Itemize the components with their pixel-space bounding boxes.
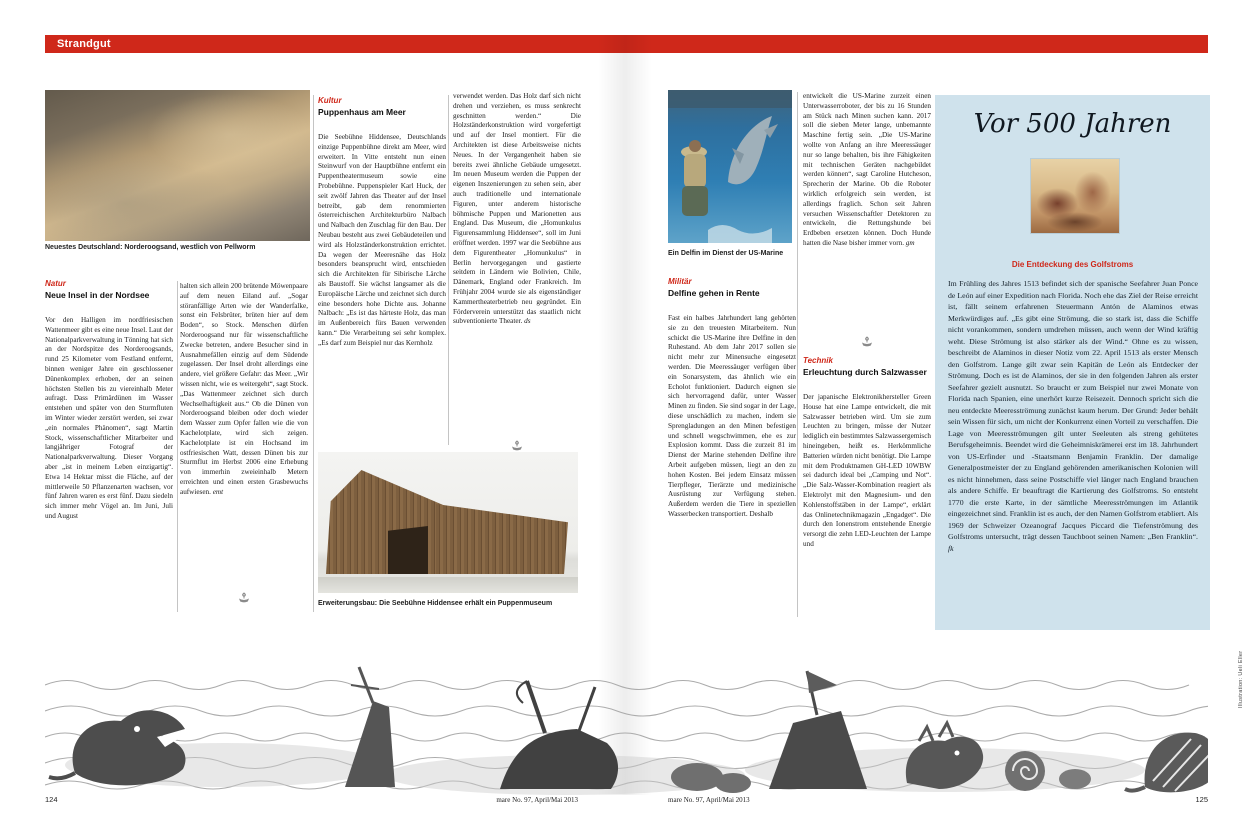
militaer-column-2-text: entwickelt die US-Marine zurzeit einen Unterwasserroboter, der bis zu 16 Stunden am Stück nach Minen suchen kann. 2017 soll die sieben Meter lange, unbemannte Maschine fertig sein. „Die US-Marine wollte von Anfang an ihre Meeressäuger nur so lange behalten, bis ihre Fähigkeiten mit technischen Geräten nachgebildet werden können“, sagt Caroline Hutcheson, Sprecherin der Marine. Ob die Roboter wirklich erfolgreich sein werden, ist allerdings fraglich. Schon seit Jahren versuchen Wissenschaftler Detektoren zu entwickeln, die Rettungshunde bei Erdbeben ersetzen können. Doch Hunde hatten die Nase bisher immer vorn.	[803, 92, 931, 247]
aerial-photo-caption: Neuestes Deutschland: Norderoogsand, westlich von Pellworm	[45, 244, 256, 251]
kicker-militaer: Militär	[668, 277, 692, 286]
headline-technik: Erleuchtung durch Salzwasser	[803, 367, 927, 377]
conch-shell	[1125, 733, 1208, 793]
column-rule	[177, 281, 178, 612]
kicker-kultur: Kultur	[318, 96, 342, 105]
kultur-column-2-text: verwendet werden. Das Holz darf sich nicht drehen und verziehen, es muss senkrecht geschnitten werden.“ Die Holzständerkonstruktion wird vorgefertigt und auf der Insel montiert. Für die Architekten ist diese Arbeitsweise nichts Neues. In der Vergangenheit haben sie bereits zwei ähnliche Gebäude umgesetzt. Im neuen Museum werden die Puppen der eigenen Inszenierungen zu sehen sein, aber auch traditionelle und internationale Figuren, unter anderem historische böhmische Puppen und Marionetten aus England. Das Museum, die „Homunkulus Figurensammlung Hiddensee“, soll im Juni eröffnet werden. 1997 war die Seebühne aus dem Figurentheater „Homunkulus“ in Berlin hervorgegangen und gastierte seitdem in Ländern wie Bolivien, Chile, Dänemark, England oder Frankreich. Im Frühjahr 2004 wurde sie als eigenständiger Kammertheaterbetrieb neu gegründet. Ein Förderverein unterstützt das staatlich nicht subventionierte Theater.	[453, 92, 581, 326]
issue-line-right: mare No. 97, April/Mai 2013	[668, 796, 750, 804]
building-rendering-photo	[318, 452, 578, 593]
column-rule	[448, 95, 449, 445]
sea-monster-left	[49, 710, 191, 785]
article-end-ship-icon	[861, 336, 873, 347]
shipwreck-stern	[769, 671, 867, 789]
history-box-credit: fk	[948, 543, 954, 553]
dolphin-photo-caption: Ein Delfin im Dienst der US-Marine	[668, 250, 784, 257]
history-box-body	[948, 278, 1198, 621]
column-rule	[797, 92, 798, 617]
building-photo-caption: Erweiterungsbau: Die Seebühne Hiddensee erhält ein Puppenmuseum	[318, 600, 553, 607]
article-end-ship-icon	[511, 440, 523, 451]
article-end-ship-icon	[238, 592, 250, 603]
dolphin-photo-art	[668, 90, 792, 243]
headline-kultur: Puppenhaus am Meer	[318, 107, 406, 117]
dolphin-photo	[668, 90, 792, 243]
militaer-column-1: Fast ein halbes Jahrhundert lang gehörten sie zu den treuesten Mitarbeitern. Nun schickt die US-Marine ihre Delfine in den Ruhestand. Ab dem Jahr 2017 sollen sie nicht mehr zur Minensuche eingesetzt werden. Die Meeressäuger verfügen über ein Sonarsystem, das ähnlich wie ein Echolot funktioniert. Dadurch eignen sie sich hervorragend dafür, unter Wasser Minen zu finden. Sie sind sogar in der Lage, diese unschädlich zu machen, indem sie Sprengladungen an den Minen befestigen und schnell wegschwimmen, ehe es zur Explosion kommt. Dass die zurzeit 81 im Dienst der Marine stehenden Delfine ihre Arbeit aufgeben müssen, liegt an den zu hohen Kosten. Bei jedem Einsatz müssen Tierpfleger, Tierärzte und medizinische Ausrüstung zur Verfügung stehen. Außerdem werden die Tiere in speziellen Wasserbecken transportiert. Deshalb	[668, 314, 796, 518]
page-number-right: 125	[1195, 795, 1208, 804]
bottom-sea-illustration	[45, 645, 1208, 800]
illustration-credit: Illustration: Ueli Eller	[1238, 650, 1244, 708]
kicker-technik: Technik	[803, 356, 833, 365]
headline-natur: Neue Insel in der Nordsee	[45, 290, 150, 300]
issue-line-left: mare No. 97, April/Mai 2013	[496, 796, 578, 804]
militaer-column-2	[803, 92, 931, 332]
page-number-left: 124	[45, 795, 58, 804]
building-ground	[318, 577, 578, 593]
wood-building-right-volume	[436, 504, 568, 574]
kultur-column-1: Die Seebühne Hiddensee, Deutschlands einzige Puppenbühne direkt am Meer, wird erweitert. In Vitte entsteht nun einen Steinwurf von der Hauptbühne entfernt ein Puppentheatermuseum sowie eine Probebühne. Puppenspieler Karl Huck, der seit zwölf Jahren das Theater auf der Insel betreibt, gab dem renommierten österreichischen Architekturbüro Nalbach und Nalbach den Zuschlag für den Bau. Der Neubau besteht aus zwei Gebäudeteilen und wird als Holzständerkonstruktion errichtet. Da wegen der Meeresnähe das Holz besonders beansprucht wird, entschieden sich die Architekten für Sibirische Lärche als Baustoff. Sie wächst langsamer als die Europäische Lärche und zeichnet sich durch eine besonders hohe Dichte aus. Johanne Nalbach: „Es ist das härteste Holz, das man im Außenbereich fürs Bauen verwenden kann.“ Die Verarbeitung sei sehr komplex. „Es darf zum Beispiel nur das Kernholz	[318, 133, 446, 347]
kultur-column-2	[453, 92, 581, 439]
section-header-label: Strandgut	[57, 38, 111, 50]
trainer-figure	[681, 140, 708, 216]
rocks	[671, 763, 751, 793]
history-box-engraving	[1030, 158, 1120, 234]
technik-column: Der japanische Elektronikhersteller Green House hat eine Lampe entwickelt, die mit Salzwasser betrieben wird. Um sie zum Leuchten zu bringen, müsse der Nutzer lediglich ein bestimmtes Salzwassergemisch hineingeben, heißt es. Herkömmliche Batterien würden nicht benötigt. Die Lampe mit dem Produktnamen GH-LED 10WBW sei dadurch ideal bei „Camping und Not“. „Die Salz-Wasser-Kombination reagiert als Elektrolyt mit den Magnesium- und den Kohlenstoffstäben in der Lampe“, erklärt das Onlinetechnikmagazin „Engadget“. Die durch den Ionenstrom entstehende Energie versorgt die zehn LED-Leuchten der Lampe und	[803, 393, 931, 548]
shipwreck-hull	[500, 681, 618, 789]
sunken-bow	[345, 667, 395, 787]
natur-column-2-text: halten sich allein 200 brütende Möwenpaare auf dem neuen Eiland auf. „Sogar störanfällige Arten wie der Wanderfalke, sonst ein Felsbrüter, brüten hier auf dem Boden“, so Stock. Menschen dürfen Norderoogsand nur für wissenschaftliche Zwecke betreten, andere Besucher sind in Ausnahmefällen einzig auf dem Südende zugelassen. Der Insel droht allerdings eine andere, viel größere Gefahr: das Meer. „Wir wissen nicht, wie es weitergeht“, sagt Stock. „Das Wattenmeer zeichnet sich durch Wechselhaftigkeit aus.“ Ob die Dünen von Norderoogsand bleiben oder doch wieder dem Wasser zum Opfer fallen wie die von Kachelotplate, wird sich zeigen. Kachelotplate ist ein Hochsand im ostfriesischen Watt, dessen Dünen bis zur Sturmflut im Herbst 2006 eine Erhebung von immerhin zweieinhalb Metern erreichten und einen ersten Grasbewuchs aufwiesen.	[180, 282, 308, 496]
natur-credit: emt	[212, 487, 224, 496]
militaer-credit: gm	[905, 238, 915, 247]
history-box	[935, 95, 1210, 630]
natur-column-1: Vor den Halligen im nordfriesischen Wattenmeer gibt es eine neue Insel. Laut der Nationalparkverwaltung in Tönning hat sich an der Nordspitze des Norderoogsands, rund 25 Kilometer vom Festland entfernt, binnen weniger Jahre ein geschlossener Dünenkomplex erhoben, der an seinen höchsten Stellen bis zu viereinhalb Meter aufragt. Dass Primärdünen im Wasser entstehen und später von den Sturmfluten im Winter wieder zerstört werden, sei zwar „ein normales Phänomen“, sagt Martin Stock, wissenschaftlicher Mitarbeiter und langjähriger Fotograf der Nationalparkverwaltung. Dieser Vorgang aber „ist in meinem Leben einzigartig“. Etwa 14 Hektar misst die Fläche, auf der mittlerweile 50 Pflanzenarten wachsen, vor fünf Jahren waren es erst fünf. Dazu siedeln sich immer mehr Vögel an. Im Juni, Juli und August	[45, 316, 173, 520]
kultur-credit: ds	[524, 317, 531, 326]
headline-militaer: Delfine gehen in Rente	[668, 288, 760, 298]
kicker-natur: Natur	[45, 279, 66, 288]
column-rule	[313, 95, 314, 612]
history-box-title: Vor 500 Jahren	[973, 109, 1172, 139]
building-entrance	[388, 526, 428, 574]
history-box-text: Im Frühling des Jahres 1513 befindet sich der spanische Seefahrer Juan Ponce de León auf einer Expedition nach Florida. Noch ehe das Ziel der Reise erreicht ist, fällt seinem erfahrenen Steuermann Antón de Alaminos etwas Merkwürdiges auf. „Es gibt eine Strömung, die so stark ist, dass die Schiffe nicht vorankommen, sondern umdrehen müssen, auch wenn der Wind kräftig weht. Diese Strömung ist also stärker als der Wind.“ Ohne es zu wissen, beschreibt de Alaminos in dieser Notiz vom 22. April 1513 als erster Mensch den Golfstrom. Lange gilt zwar sein Kapitän de León als Entdecker der Strömung. Doch es ist de Alaminos, der sie in den folgenden Jahren als erster Seefahrer gezielt ausnutzt. So braucht er zum Beispiel nur zwei Monate von Florida nach Spanien, eine unerhört kurze Reisezeit. Dennoch spricht sich die neu entdeckte Meeresströmung zunächst kaum herum. Der Grund: Jeder behält sein Wissen für sich, um nicht der Konkurrenz einen Vorteil zu verschaffen. Die Lage von Meeresströmungen gilt unter Seeleuten als streng gehütetes Berufsgeheimnis. Beendet wird die Geheimniskrämerei erst im 18. Jahrhundert von US-Erfinder und -Staatsmann Benjamin Franklin. Der damalige Generalpostmeister der zu England gehörenden amerikanischen Kolonien will es nicht hinnehmen, dass seine Postschiffe viel länger nach England brauchen als andere Schiffe. Er beauftragt die Kartierung des Golfstroms. So entsteht 1770 die erste Karte, in der sämtliche Meeresströmungen im Atlantik eingezeichnet sind. Franklin ist es auch, der den Namen Golfstrom etabliert. Als 1969 der Schweizer Ozeanograf Jacques Piccard die Tiefenströmung des Golfstroms untersucht, trägt dessen Tauchboot seinen Namen: „Ben Franklin“.	[948, 279, 1198, 541]
history-box-heading: Die Entdeckung des Golfstroms	[1011, 260, 1134, 269]
aerial-photo-norderoogsand	[45, 90, 310, 241]
horizon-band	[668, 90, 792, 108]
natur-column-2	[180, 282, 308, 582]
section-header-bar	[45, 35, 1208, 53]
